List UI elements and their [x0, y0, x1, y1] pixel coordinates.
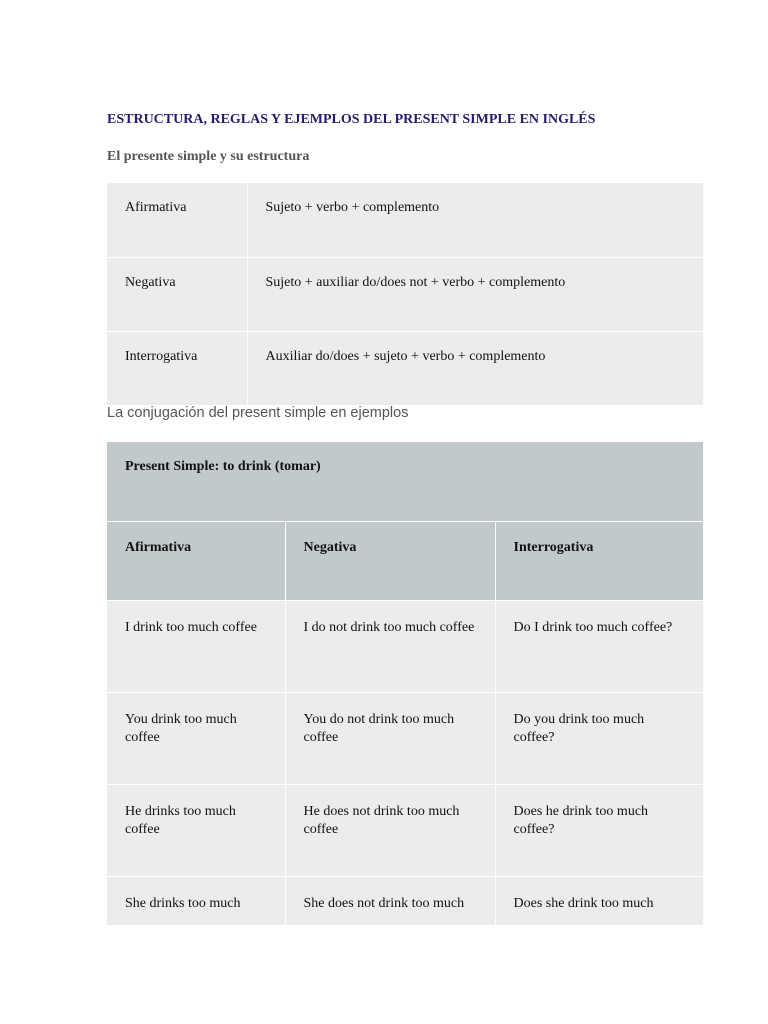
column-header-interrogativa: Interrogativa: [495, 521, 703, 600]
sentence-type-cell: Interrogativa: [107, 331, 247, 405]
interrogativa-cell: Do I drink too much coffee?: [495, 600, 703, 692]
interrogativa-cell: Does he drink too much coffee?: [495, 784, 703, 876]
page-subtitle: El presente simple y su estructura: [107, 149, 310, 164]
interrogativa-cell: Do you drink too much coffee?: [495, 692, 703, 784]
negativa-cell: She does not drink too much: [285, 876, 495, 925]
table-row: [107, 600, 703, 692]
negativa-cell: I do not drink too much coffee: [285, 600, 495, 692]
structure-table: [107, 183, 703, 405]
table-row: [107, 876, 703, 925]
page-title: ESTRUCTURA, REGLAS Y EJEMPLOS DEL PRESENT SIMPLE EN INGLÉS: [107, 112, 596, 127]
structure-formula-cell: Sujeto + verbo + complemento: [247, 183, 703, 257]
afirmativa-cell: You drink too much coffee: [107, 692, 285, 784]
table-header-row: [107, 521, 703, 600]
section-caption: La conjugación del present simple en ejemplos: [107, 405, 409, 421]
afirmativa-cell: I drink too much coffee: [107, 600, 285, 692]
sentence-type-cell: Negativa: [107, 257, 247, 331]
table-title-cell: Present Simple: to drink (tomar): [107, 442, 703, 521]
sentence-type-cell: Afirmativa: [107, 183, 247, 257]
structure-formula-cell: Sujeto + auxiliar do/does not + verbo + complemento: [247, 257, 703, 331]
table-row: [107, 183, 703, 257]
conjugation-table: [107, 442, 703, 925]
negativa-cell: He does not drink too much coffee: [285, 784, 495, 876]
afirmativa-cell: He drinks too much coffee: [107, 784, 285, 876]
table-row: [107, 784, 703, 876]
interrogativa-cell: Does she drink too much: [495, 876, 703, 925]
table-row: [107, 257, 703, 331]
column-header-negativa: Negativa: [285, 521, 495, 600]
negativa-cell: You do not drink too much coffee: [285, 692, 495, 784]
table-title-row: [107, 442, 703, 521]
column-header-afirmativa: Afirmativa: [107, 521, 285, 600]
table-row: [107, 331, 703, 405]
structure-formula-cell: Auxiliar do/does + sujeto + verbo + complemento: [247, 331, 703, 405]
afirmativa-cell: She drinks too much: [107, 876, 285, 925]
table-row: [107, 692, 703, 784]
